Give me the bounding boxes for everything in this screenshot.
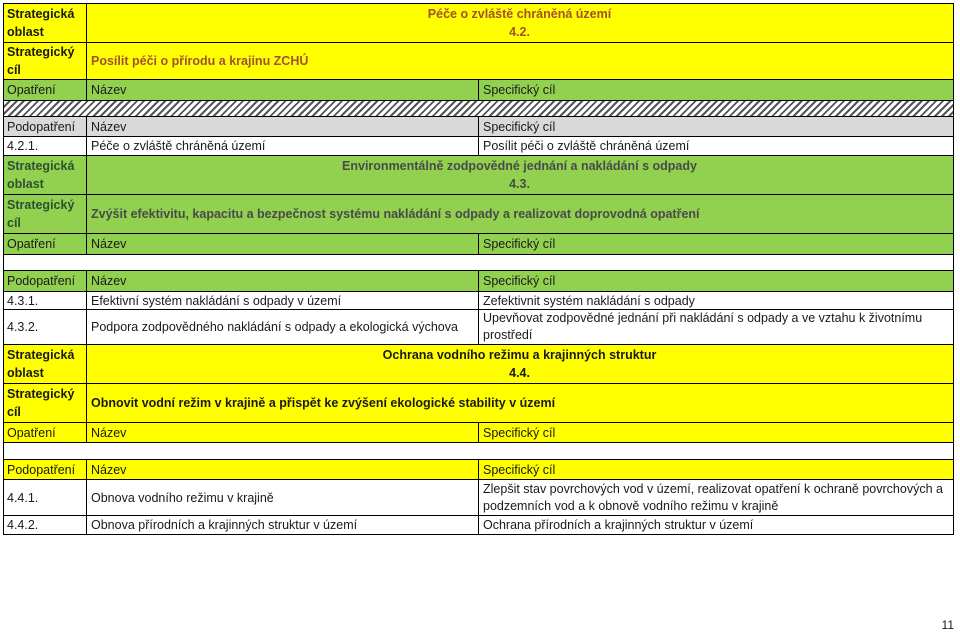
row-name: Obnova vodního režimu v krajině xyxy=(91,490,274,505)
area-row xyxy=(3,3,954,43)
measure-header-row xyxy=(3,234,954,255)
goal-row xyxy=(3,384,954,423)
table-row xyxy=(3,137,954,156)
measure-header-col1: Opatření xyxy=(7,237,56,251)
row-goal: Ochrana přírodních a krajinných struktur v území xyxy=(483,518,754,532)
row-name: Obnova přírodních a krajinných struktur v území xyxy=(91,518,358,532)
submeasure-header-col2: Název xyxy=(91,462,127,477)
area-code: 4.4. xyxy=(509,366,530,380)
area-label: Strategická oblast xyxy=(7,7,75,39)
goal-row xyxy=(3,195,954,234)
area-code: 4.2. xyxy=(509,25,530,39)
row-code: 4.4.1. xyxy=(7,490,39,505)
area-label: Strategická oblast xyxy=(7,348,75,380)
table-row xyxy=(3,516,954,535)
measure-header-row xyxy=(3,80,954,101)
submeasure-header-col2: Název xyxy=(91,274,127,288)
area-title: Environmentálně zodpovědné jednání a nakládání s odpady xyxy=(342,159,697,173)
row-goal: Zefektivnit systém nakládání s odpady xyxy=(483,293,695,308)
area-info xyxy=(88,4,948,42)
strategy-table xyxy=(3,3,954,535)
row-name: Péče o zvláště chráněná území xyxy=(91,139,266,153)
submeasure-header-row xyxy=(3,460,954,480)
measure-header-col2: Název xyxy=(91,237,127,251)
page-number: 11 xyxy=(941,618,954,632)
measure-header-row xyxy=(3,423,954,443)
measure-header-col2: Název xyxy=(91,83,127,97)
goal-label: Strategický cíl xyxy=(7,198,75,230)
area-row xyxy=(3,156,954,195)
row-goal: Posílit péči o zvláště chráněná území xyxy=(483,139,690,153)
goal-row xyxy=(3,43,954,80)
row-code: 4.2.1. xyxy=(7,139,39,153)
submeasure-header-col1: Podopatření xyxy=(7,119,76,134)
row-name: Podpora zodpovědného nakládání s odpady a ekologická výchova xyxy=(91,320,458,334)
measure-empty-row xyxy=(3,443,954,460)
area-label: Strategická oblast xyxy=(7,159,75,191)
table-row xyxy=(3,480,954,516)
row-name: Efektivní systém nakládání s odpady v území xyxy=(91,293,342,308)
area-title: Ochrana vodního režimu a krajinných struktur xyxy=(382,348,657,362)
area-info xyxy=(88,345,948,383)
row-code: 4.3.1. xyxy=(7,293,39,308)
area-title: Péče o zvláště chráněná území xyxy=(427,7,612,21)
submeasure-header-col1: Podopatření xyxy=(7,462,76,477)
submeasure-header-col3: Specifický cíl xyxy=(483,462,556,477)
table-row xyxy=(3,310,954,345)
row-goal: Zlepšit stav povrchových vod v území, realizovat opatření k ochraně povrchových a podzemních vod a k obnově vodního režimu v krajině xyxy=(483,481,943,513)
goal-label: Strategický cíl xyxy=(7,387,75,419)
row-code: 4.4.2. xyxy=(7,518,39,532)
measure-header-col2: Název xyxy=(91,425,127,440)
table-row xyxy=(3,292,954,310)
measure-header-col3: Specifický cíl xyxy=(483,237,556,251)
measure-header-col1: Opatření xyxy=(7,83,56,97)
area-row xyxy=(3,345,954,384)
measure-empty-row xyxy=(3,101,954,117)
submeasure-header-col3: Specifický cíl xyxy=(483,274,556,288)
area-info xyxy=(88,156,948,194)
goal-title: Obnovit vodní režim v krajině a přispět ke zvýšení ekologické stability v území xyxy=(91,396,556,410)
submeasure-header-col3: Specifický cíl xyxy=(483,119,556,134)
submeasure-header-row xyxy=(3,117,954,137)
measure-header-col3: Specifický cíl xyxy=(483,425,556,440)
goal-title: Zvýšit efektivitu, kapacitu a bezpečnost systému nakládání s odpady a realizovat doprovodná opatření xyxy=(91,207,700,221)
goal-title: Posílit péči o přírodu a krajinu ZCHÚ xyxy=(91,54,309,68)
submeasure-header-row xyxy=(3,271,954,292)
measure-empty-row xyxy=(3,255,954,271)
goal-label: Strategický cíl xyxy=(7,45,75,77)
measure-header-col1: Opatření xyxy=(7,425,56,440)
row-code: 4.3.2. xyxy=(7,320,39,334)
submeasure-header-col2: Název xyxy=(91,119,127,134)
area-code: 4.3. xyxy=(509,177,530,191)
row-goal: Upevňovat zodpovědné jednání při nakládání s odpady a ve vztahu k životnímu prostředí xyxy=(483,311,923,342)
measure-header-col3: Specifický cíl xyxy=(483,83,556,97)
submeasure-header-col1: Podopatření xyxy=(7,274,76,288)
